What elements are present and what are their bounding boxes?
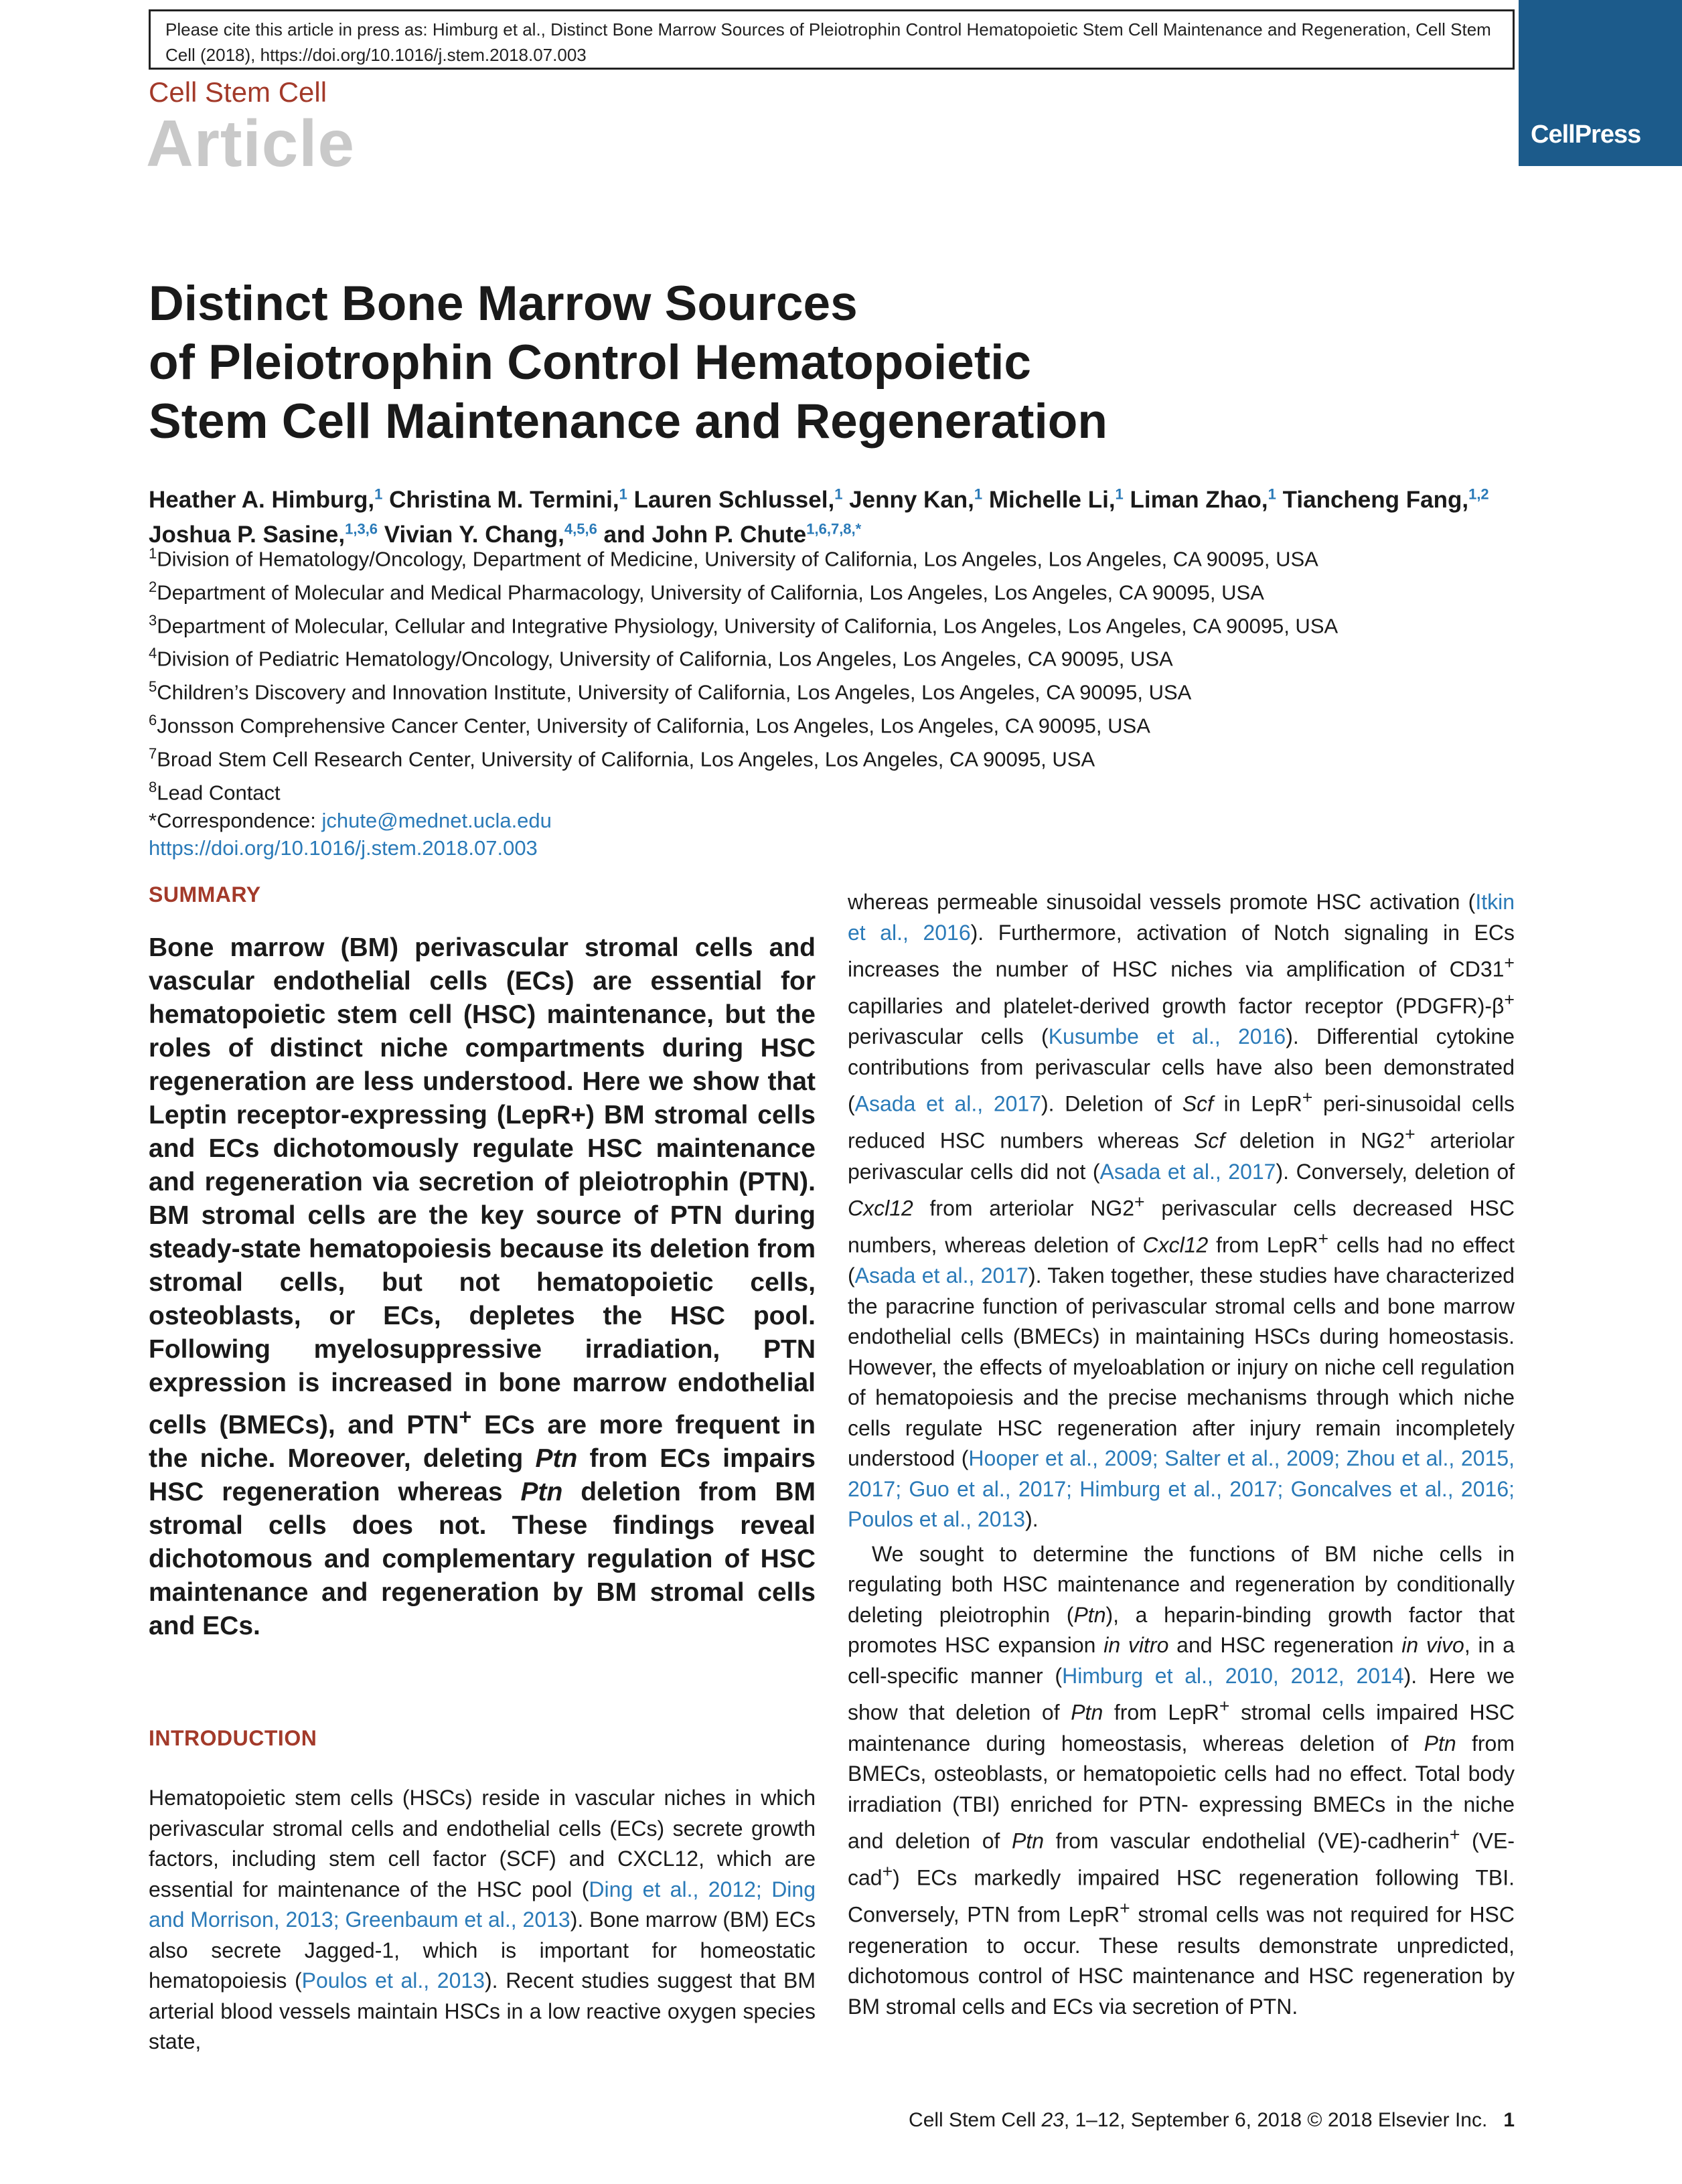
affiliation-item xyxy=(149,540,1515,573)
superscript: + xyxy=(1318,1229,1329,1249)
cellpress-logo-text: CellPress xyxy=(1531,121,1641,149)
citation-link[interactable]: Asada et al., 2017 xyxy=(854,1091,1042,1116)
affiliation-text: Children’s Discovery and Innovation Institute, University of California, Los Angeles, Los Angeles, CA 90095, USA xyxy=(157,680,1192,704)
superscript: + xyxy=(459,1405,472,1429)
citation-notice: Please cite this article in press as: Himburg et al., Distinct Bone Marrow Sources of Pleiotrophin Control Hematopoietic Stem Cell Maintenance and Regeneration, Cell Stem Cell (2018), https://doi.org/10.1016/j.stem.2018.07.003 xyxy=(149,9,1515,70)
affiliations xyxy=(149,540,1515,862)
affiliation-item xyxy=(149,573,1515,607)
italic-term: Cxcl12 xyxy=(1142,1233,1209,1257)
cellpress-logo xyxy=(1519,0,1682,166)
text-run: Hematopoietic stem cells (HSCs) reside in vascular niches in which perivascular stromal cells and endothelial cells (ECs) secrete growth factors, including stem cell factor (SCF) and CXCL12, which are essential for maintenance of the HSC pool ( xyxy=(149,1786,816,1901)
page-number: 1 xyxy=(1503,2109,1515,2131)
author xyxy=(849,487,982,513)
affiliation-text: Department of Molecular and Medical Pharmacology, University of California, Los Angeles, Los Angeles, CA 90095, USA xyxy=(157,580,1264,605)
text-run: from arteriolar NG2 xyxy=(913,1196,1135,1221)
affiliation-number: 7 xyxy=(149,745,157,762)
superscript: + xyxy=(1120,1898,1130,1919)
affiliation-number: 2 xyxy=(149,578,157,595)
affiliation-number: 6 xyxy=(149,712,157,729)
italic-term: Scf xyxy=(1193,1129,1225,1154)
text-run: arteriolar perivascular cells did not ( xyxy=(848,1129,1515,1184)
text-run: ) ECs markedly impaired HSC regeneration following TBI. Conversely, PTN from LepR xyxy=(848,1865,1515,1928)
citation-link[interactable]: Kusumbe et al., 2016 xyxy=(1048,1024,1286,1049)
author-affiliation-mark[interactable]: 1,3,6 xyxy=(345,520,378,538)
article-type-label: Article xyxy=(146,106,356,180)
author-name: Liman Zhao, xyxy=(1130,486,1268,513)
affiliation-number: 5 xyxy=(149,678,157,696)
author xyxy=(634,487,843,513)
italic-term: in vitro xyxy=(1103,1633,1169,1658)
text-run: whereas permeable sinusoidal vessels promote HSC activation ( xyxy=(848,890,1476,914)
correspondence-label: *Correspondence: xyxy=(149,808,322,832)
author xyxy=(1130,487,1276,513)
italic-term: Ptn xyxy=(1073,1602,1106,1627)
introduction-paragraph xyxy=(848,887,1515,1535)
citation-link[interactable]: Himburg et al., 2010, 2012, 2014 xyxy=(1062,1663,1404,1688)
affiliation-item xyxy=(149,639,1515,673)
text-run: stromal cells impaired HSC maintenance during homeostasis, whereas deletion of xyxy=(848,1701,1515,1756)
author-name: Jenny Kan, xyxy=(849,486,974,513)
superscript: + xyxy=(882,1861,893,1882)
text-run: perivascular cells decreased HSC numbers, whereas deletion of xyxy=(848,1196,1515,1257)
affiliation-text: Division of Hematology/Oncology, Department of Medicine, University of California, Los Angeles, Los Angeles, CA 90095, USA xyxy=(157,547,1318,571)
left-column xyxy=(149,882,816,2057)
footer-volume: 23 xyxy=(1041,2109,1064,2131)
text-run: ECs are more frequent in the niche. Moreover, deleting xyxy=(149,1411,816,1473)
journal-name: Cell Stem Cell xyxy=(149,76,327,108)
author-affiliation-mark[interactable]: 1 xyxy=(1115,485,1124,502)
author-affiliation-mark[interactable]: 1 xyxy=(834,485,843,502)
title-line: Stem Cell Maintenance and Regeneration xyxy=(149,394,1107,449)
affiliation-item xyxy=(149,673,1515,706)
author-name: Michelle Li, xyxy=(988,486,1116,513)
author-name: Heather A. Himburg, xyxy=(149,486,375,513)
affiliation-number: 3 xyxy=(149,611,157,629)
doi xyxy=(149,834,1515,862)
citation-link[interactable]: Asada et al., 2017 xyxy=(854,1263,1028,1288)
text-run: ), a heparin-binding growth factor that promotes HSC expansion xyxy=(848,1602,1515,1658)
author-name: Tiancheng Fang, xyxy=(1282,486,1469,513)
italic-term: Ptn xyxy=(520,1478,563,1506)
affiliation-number: 1 xyxy=(149,545,157,562)
author-name: Joshua P. Sasine, xyxy=(149,522,346,548)
author xyxy=(1283,487,1489,513)
summary-heading: SUMMARY xyxy=(149,882,261,907)
text-run: from vascular endothelial (VE)-cadherin xyxy=(1044,1828,1450,1853)
italic-term: Scf xyxy=(1182,1091,1213,1116)
affiliation-item xyxy=(149,607,1515,640)
author-name: Vivian Y. Chang, xyxy=(384,522,564,548)
title-line: of Pleiotrophin Control Hematopoietic xyxy=(149,335,1032,390)
text-run: ). Recent studies suggest that BM arterial blood vessels maintain HSCs in a low reactive oxygen species state, xyxy=(149,1968,816,2053)
text-run: deletion from BM stromal cells does not. These findings reveal dichotomous and complementary regulation of HSC maintenance and regeneration by BM stromal cells and ECs. xyxy=(149,1478,816,1640)
text-run: ). Deletion of xyxy=(1041,1091,1182,1116)
article-title xyxy=(149,275,1421,451)
author-affiliation-mark[interactable]: 1 xyxy=(619,485,627,502)
text-run: stromal cells was not required for HSC regeneration to occur. These results demonstrate unpredicted, dichotomous control of HSC maintenance and HSC regeneration by BM stromal cells and ECs via secretion of PTN. xyxy=(848,1903,1515,2019)
author-affiliation-mark[interactable]: 1 xyxy=(1268,485,1276,502)
author-affiliation-mark[interactable]: 1 xyxy=(374,485,383,502)
citation-link[interactable]: Asada et al., 2017 xyxy=(1099,1159,1276,1184)
citation-link[interactable]: Itkin et al., 2016 xyxy=(848,890,1515,945)
citation-link[interactable]: Ding et al., 2012; Ding and Morrison, 2013; Greenbaum et al., 2013 xyxy=(149,1877,816,1932)
affiliation-text: Broad Stem Cell Research Center, University of California, Los Angeles, Los Angeles, CA 90095, USA xyxy=(157,747,1095,771)
text-run: in LepR xyxy=(1213,1091,1302,1116)
affiliation-number: 4 xyxy=(149,645,157,662)
text-run: ). xyxy=(1025,1507,1039,1532)
superscript: + xyxy=(1302,1087,1313,1108)
affiliation-text: Lead Contact xyxy=(157,781,281,805)
affiliation-text: Department of Molecular, Cellular and Integrative Physiology, University of California, Los Angeles, Los Angeles, CA 90095, USA xyxy=(157,613,1339,637)
superscript: + xyxy=(1134,1192,1145,1213)
text-run: peri-sinusoidal cells reduced HSC numbers whereas xyxy=(848,1091,1515,1154)
text-run: Bone marrow (BM) perivascular stromal cells and vascular endothelial cells (ECs) are essential for hematopoietic stem cell (HSC) maintenance, but the roles of distinct niche compartments during HSC regeneration are less understood. Here we show that Leptin receptor-expressing (LepR+) BM stromal cells and ECs dichotomously regulate HSC maintenance and regeneration via secretion of pleiotrophin (PTN). BM stromal cells are the key source of PTN during steady-state hematopoiesis because its deletion from stromal cells, but not hematopoietic cells, osteoblasts, or ECs, depletes the HSC pool. Following myelosuppressive irradiation, PTN expression is increased in bone marrow endothelial cells (BMECs), and PTN xyxy=(149,933,816,1439)
author-affiliation-mark[interactable]: 1 xyxy=(974,485,983,502)
text-run: cells had no effect ( xyxy=(848,1233,1515,1288)
correspondence xyxy=(149,807,1515,835)
affiliation-item xyxy=(149,740,1515,773)
text-run: from BMECs, osteoblasts, or hematopoietic cells had no effect. Total body irradiation (TBI) enriched for PTN- expressing BMECs in the niche and deletion of xyxy=(848,1731,1515,1853)
text-run: ). Here we show that deletion of xyxy=(848,1663,1515,1725)
author-name: Lauren Schlussel, xyxy=(633,486,835,513)
author-affiliation-mark[interactable]: 1,2 xyxy=(1468,485,1489,502)
author xyxy=(389,487,627,513)
introduction-heading: INTRODUCTION xyxy=(149,1726,317,1750)
author xyxy=(989,487,1124,513)
superscript: + xyxy=(1504,953,1515,973)
author-affiliation-mark[interactable]: 4,5,6 xyxy=(564,520,597,538)
page-footer xyxy=(848,2109,1515,2132)
italic-term: Ptn xyxy=(535,1444,578,1473)
text-run: ). Furthermore, activation of Notch signaling in ECs increases the number of HSC niches via amplification of CD31 xyxy=(848,920,1515,982)
text-run: ). Conversely, deletion of xyxy=(1276,1159,1515,1184)
italic-term: Cxcl12 xyxy=(848,1196,913,1221)
author-name: Christina M. Termini, xyxy=(389,486,619,513)
affiliation-item xyxy=(149,773,1515,807)
italic-term: Ptn xyxy=(1424,1731,1456,1756)
italic-term: Ptn xyxy=(1071,1701,1103,1725)
affiliation-text: Jonsson Comprehensive Cancer Center, University of California, Los Angeles, Los Angeles, CA 90095, USA xyxy=(157,714,1150,738)
footer-date-copyright: , 1–12, September 6, 2018 © 2018 Elsevier Inc. xyxy=(1063,2109,1488,2131)
right-column xyxy=(848,887,1515,2022)
superscript: + xyxy=(1449,1824,1460,1845)
author-name: and John P. Chute xyxy=(603,522,807,548)
doi-link[interactable]: https://doi.org/10.1016/j.stem.2018.07.003 xyxy=(149,836,538,860)
author xyxy=(149,487,382,513)
text-run: ). Differential cytokine contributions from perivascular cells have also been demonstrated ( xyxy=(848,1024,1515,1116)
text-run: We sought to determine the functions of BM niche cells in regulating both HSC maintenance and regeneration by conditionally deleting pleiotrophin ( xyxy=(848,1541,1515,1627)
text-run: deletion in NG2 xyxy=(1225,1129,1405,1154)
correspondence-email-link[interactable]: jchute@mednet.ucla.edu xyxy=(321,808,552,832)
italic-term: in vivo xyxy=(1401,1633,1464,1658)
text-run: from LepR xyxy=(1208,1233,1318,1257)
text-run: from LepR xyxy=(1103,1701,1219,1725)
superscript: + xyxy=(1504,990,1515,1010)
text-run: , in a cell-specific manner ( xyxy=(848,1633,1515,1688)
text-run: ). Bone marrow (BM) ECs also secrete Jagged-1, which is important for homeostatic hematopoiesis ( xyxy=(149,1907,816,1993)
superscript: + xyxy=(1219,1696,1230,1717)
footer-journal: Cell Stem Cell xyxy=(909,2109,1042,2131)
citation-link[interactable]: Poulos et al., 2013 xyxy=(301,1968,485,1993)
text-run: perivascular cells ( xyxy=(848,1024,1049,1049)
text-run: ). Taken together, these studies have characterized the paracrine function of perivascular stromal cells and bone marrow endothelial cells (BMECs) in maintaining HSCs during homeostasis. However, the effects of myeloablation or injury on niche cell regulation of hematopoiesis and the precise mechanisms through which niche cells regulate HSC regeneration after injury remain incompletely understood ( xyxy=(848,1263,1515,1471)
title-line: Distinct Bone Marrow Sources xyxy=(149,277,858,331)
author-affiliation-mark[interactable]: 1,6,7,8,* xyxy=(806,520,862,538)
italic-term: Ptn xyxy=(1012,1828,1045,1853)
affiliation-number: 8 xyxy=(149,778,157,795)
superscript: + xyxy=(1405,1124,1416,1145)
affiliation-text: Division of Pediatric Hematology/Oncology, University of California, Los Angeles, Los Angeles, CA 90095, USA xyxy=(157,647,1173,671)
text-run: (VE-cad xyxy=(848,1828,1515,1890)
introduction-paragraph xyxy=(149,1783,816,2057)
affiliation-item xyxy=(149,706,1515,740)
text-run: capillaries and platelet-derived growth factor receptor (PDGFR)-β xyxy=(848,994,1505,1018)
citation-link[interactable]: Hooper et al., 2009; Salter et al., 2009; Zhou et al., 2015, 2017; Guo et al., 2017; Himburg et al., 2017; Goncalves et al., 2016; Poulos et al., 2013 xyxy=(848,1446,1515,1532)
summary-text xyxy=(149,931,816,1643)
text-run: from ECs impairs HSC regeneration whereas xyxy=(149,1444,816,1506)
text-run: and HSC regeneration xyxy=(1168,1633,1402,1658)
introduction-paragraph xyxy=(848,1539,1515,2022)
